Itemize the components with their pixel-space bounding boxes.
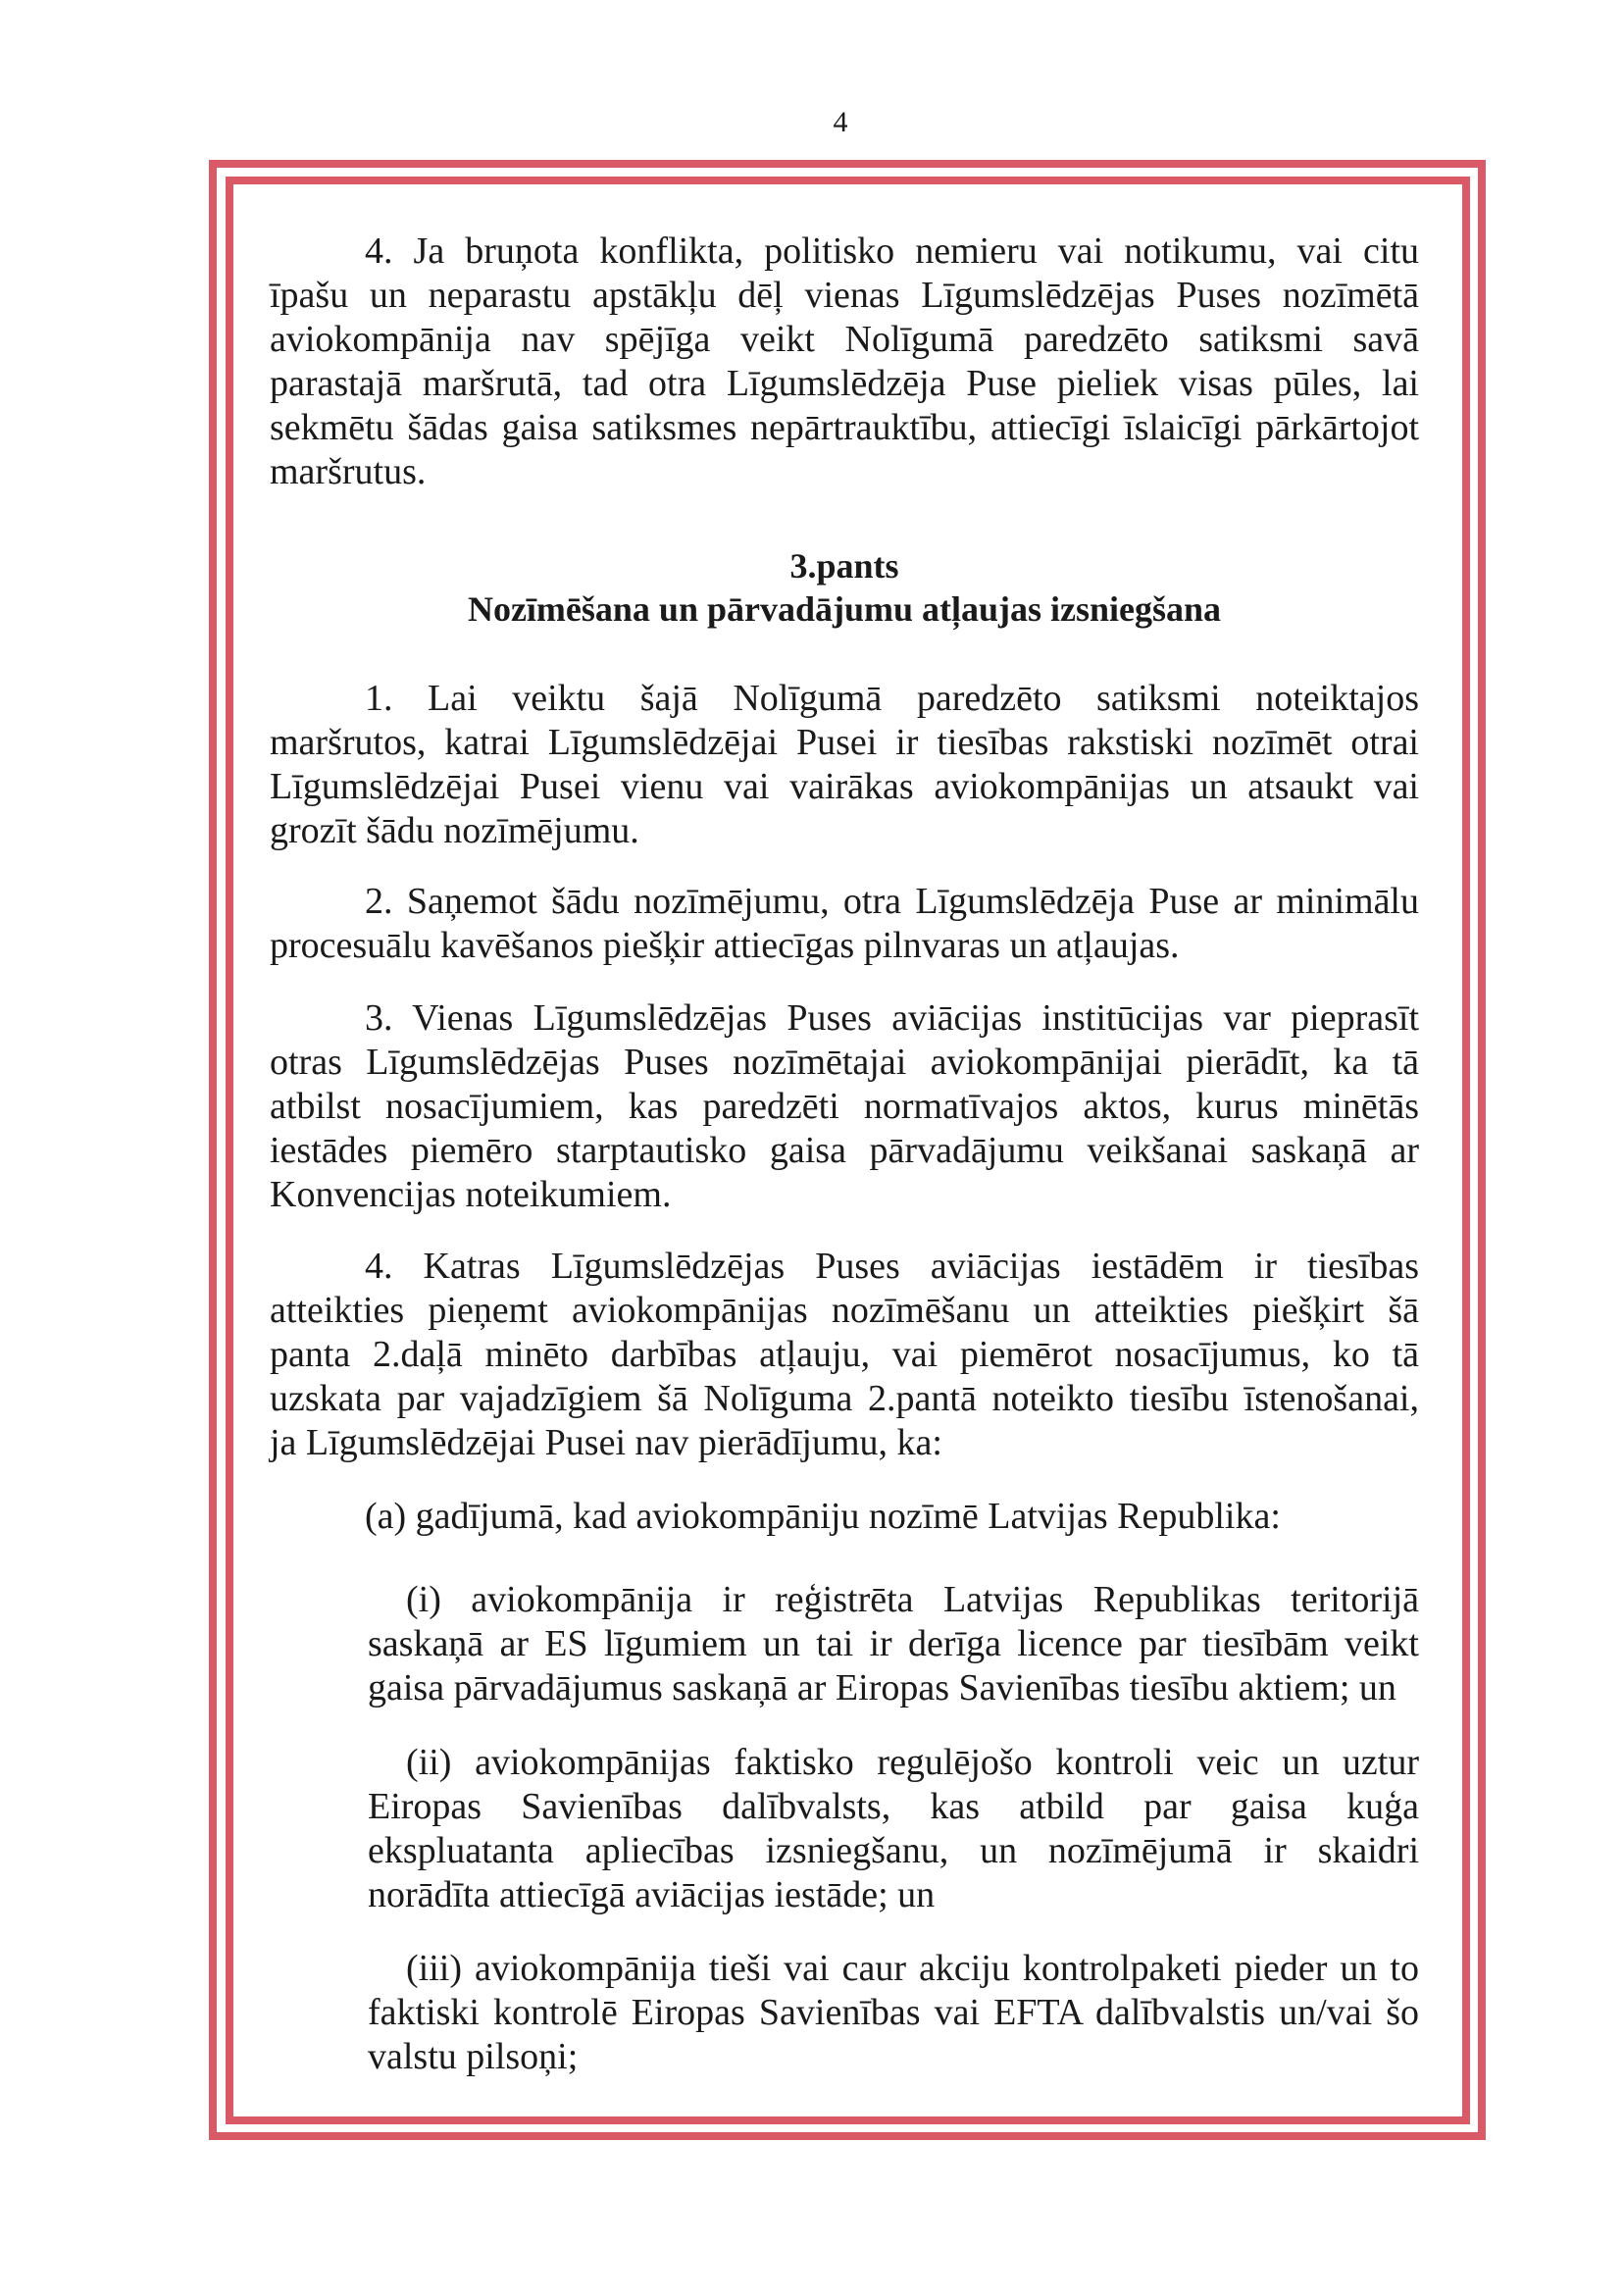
paragraph-p-prev-4 — [270, 229, 1419, 494]
paragraph-p-4 — [270, 1245, 1419, 1465]
paragraph-line: saskaņā ar ES līgumiem un tai ir derīga licence par tiesībām veikt — [368, 1623, 1419, 1664]
paragraph-line: īpašu un neparastu apstākļu dēļ vienas Līgumslēdzējas Puses nozīmētā — [270, 275, 1419, 316]
paragraph-line: atbilst nosacījumiem, kas paredzēti normatīvajos aktos, kurus minētās — [270, 1086, 1419, 1127]
paragraph-line: (a) gadījumā, kad aviokompāniju nozīmē Latvijas Republika: — [365, 1496, 1281, 1537]
paragraph-line: 2. Saņemot šādu nozīmējumu, otra Līgumslēdzēja Puse ar minimālu — [365, 881, 1419, 922]
paragraph-line: gaisa pārvadājumus saskaņā ar Eiropas Savienības tiesību aktiem; un — [368, 1667, 1396, 1708]
paragraph-line: 3. Vienas Līgumslēdzējas Puses aviācijas institūcijas var pieprasīt — [365, 997, 1419, 1039]
paragraph-line: parastajā maršrutā, tad otra Līgumslēdzēja Puse pieliek visas pūles, lai — [270, 363, 1419, 404]
paragraph-line: 4. Ja bruņota konflikta, politisko nemieru vai notikumu, vai citu — [365, 230, 1419, 272]
page-number: 4 — [833, 106, 848, 138]
paragraph-p-i — [270, 1578, 1419, 1710]
paragraph-line: norādīta attiecīgā aviācijas iestāde; un — [368, 1874, 936, 1915]
paragraph-line: maršrutus. — [270, 451, 427, 492]
paragraph-line: uzskata par vajadzīgiem šā Nolīguma 2.pantā noteikto tiesību īstenošanai, — [270, 1378, 1419, 1419]
paragraph-line: grozīt šādu nozīmējumu. — [270, 810, 639, 851]
paragraph-line: aviokompānija nav spējīga veikt Nolīgumā paredzēto satiksmi savā — [270, 319, 1419, 360]
paragraph-line: iestādes piemēro starptautisko gaisa pārvadājumu veikšanai saskaņā ar — [270, 1130, 1419, 1171]
paragraph-line: otras Līgumslēdzējas Puses nozīmētajai aviokompānijai pierādīt, ka tā — [270, 1042, 1419, 1083]
paragraph-line: Eiropas Savienības dalībvalsts, kas atbild par gaisa kuģa — [368, 1786, 1419, 1827]
paragraph-line: valstu pilsoņi; — [368, 2036, 579, 2077]
paragraph-line: panta 2.daļā minēto darbības atļauju, vai piemērot nosacījumus, ko tā — [270, 1334, 1419, 1375]
article-title: Nozīmēšana un pārvadājumu atļaujas izsniegšana — [467, 589, 1222, 629]
paragraph-line: maršrutos, katrai Līgumslēdzējai Pusei ir tiesības rakstiski nozīmēt otrai — [270, 722, 1419, 763]
paragraph-p-3 — [270, 996, 1419, 1217]
paragraph-line: atteikties pieņemt aviokompānijas nozīmēšanu un atteikties piešķirt šā — [270, 1290, 1419, 1331]
paragraph-line: faktiski kontrolē Eiropas Savienības vai EFTA dalībvalstis un/vai šo — [368, 1992, 1419, 2033]
paragraph-p-1 — [270, 677, 1419, 853]
paragraph-line: 4. Katras Līgumslēdzējas Puses aviācijas iestādēm ir tiesības — [365, 1246, 1419, 1287]
paragraph-line: Konvencijas noteikumiem. — [270, 1174, 672, 1215]
paragraph-line: procesuālu kavēšanos piešķir attiecīgas pilnvaras un atļaujas. — [270, 925, 1180, 966]
paragraph-line: sekmētu šādas gaisa satiksmes nepārtrauktību, attiecīgi īslaicīgi pārkārtojot — [270, 407, 1419, 448]
paragraph-line: ekspluatanta apliecības izsniegšanu, un nozīmējumā ir skaidri — [368, 1830, 1419, 1871]
paragraph-line: (iii) aviokompānija tieši vai caur akciju kontrolpaketi pieder un to — [406, 1948, 1419, 1989]
paragraph-line: (i) aviokompānija ir reģistrēta Latvijas Republikas teritorijā — [406, 1579, 1419, 1620]
paragraph-line: (ii) aviokompānijas faktisko regulējošo kontroli veic un uztur — [406, 1742, 1419, 1783]
paragraph-line: ja Līgumslēdzējai Pusei nav pierādījumu, ka: — [270, 1422, 942, 1463]
paragraph-p-a — [270, 1495, 1419, 1539]
paragraph-p-ii — [270, 1741, 1419, 1917]
paragraph-p-iii — [270, 1947, 1419, 2079]
paragraph-line: Līgumslēdzējai Pusei vienu vai vairākas aviokompānijas un atsaukt vai — [270, 766, 1419, 807]
paragraph-line: 1. Lai veiktu šajā Nolīgumā paredzēto satiksmi noteiktajos — [365, 678, 1419, 719]
paragraph-p-2 — [270, 880, 1419, 968]
article-number: 3.pants — [789, 546, 899, 586]
